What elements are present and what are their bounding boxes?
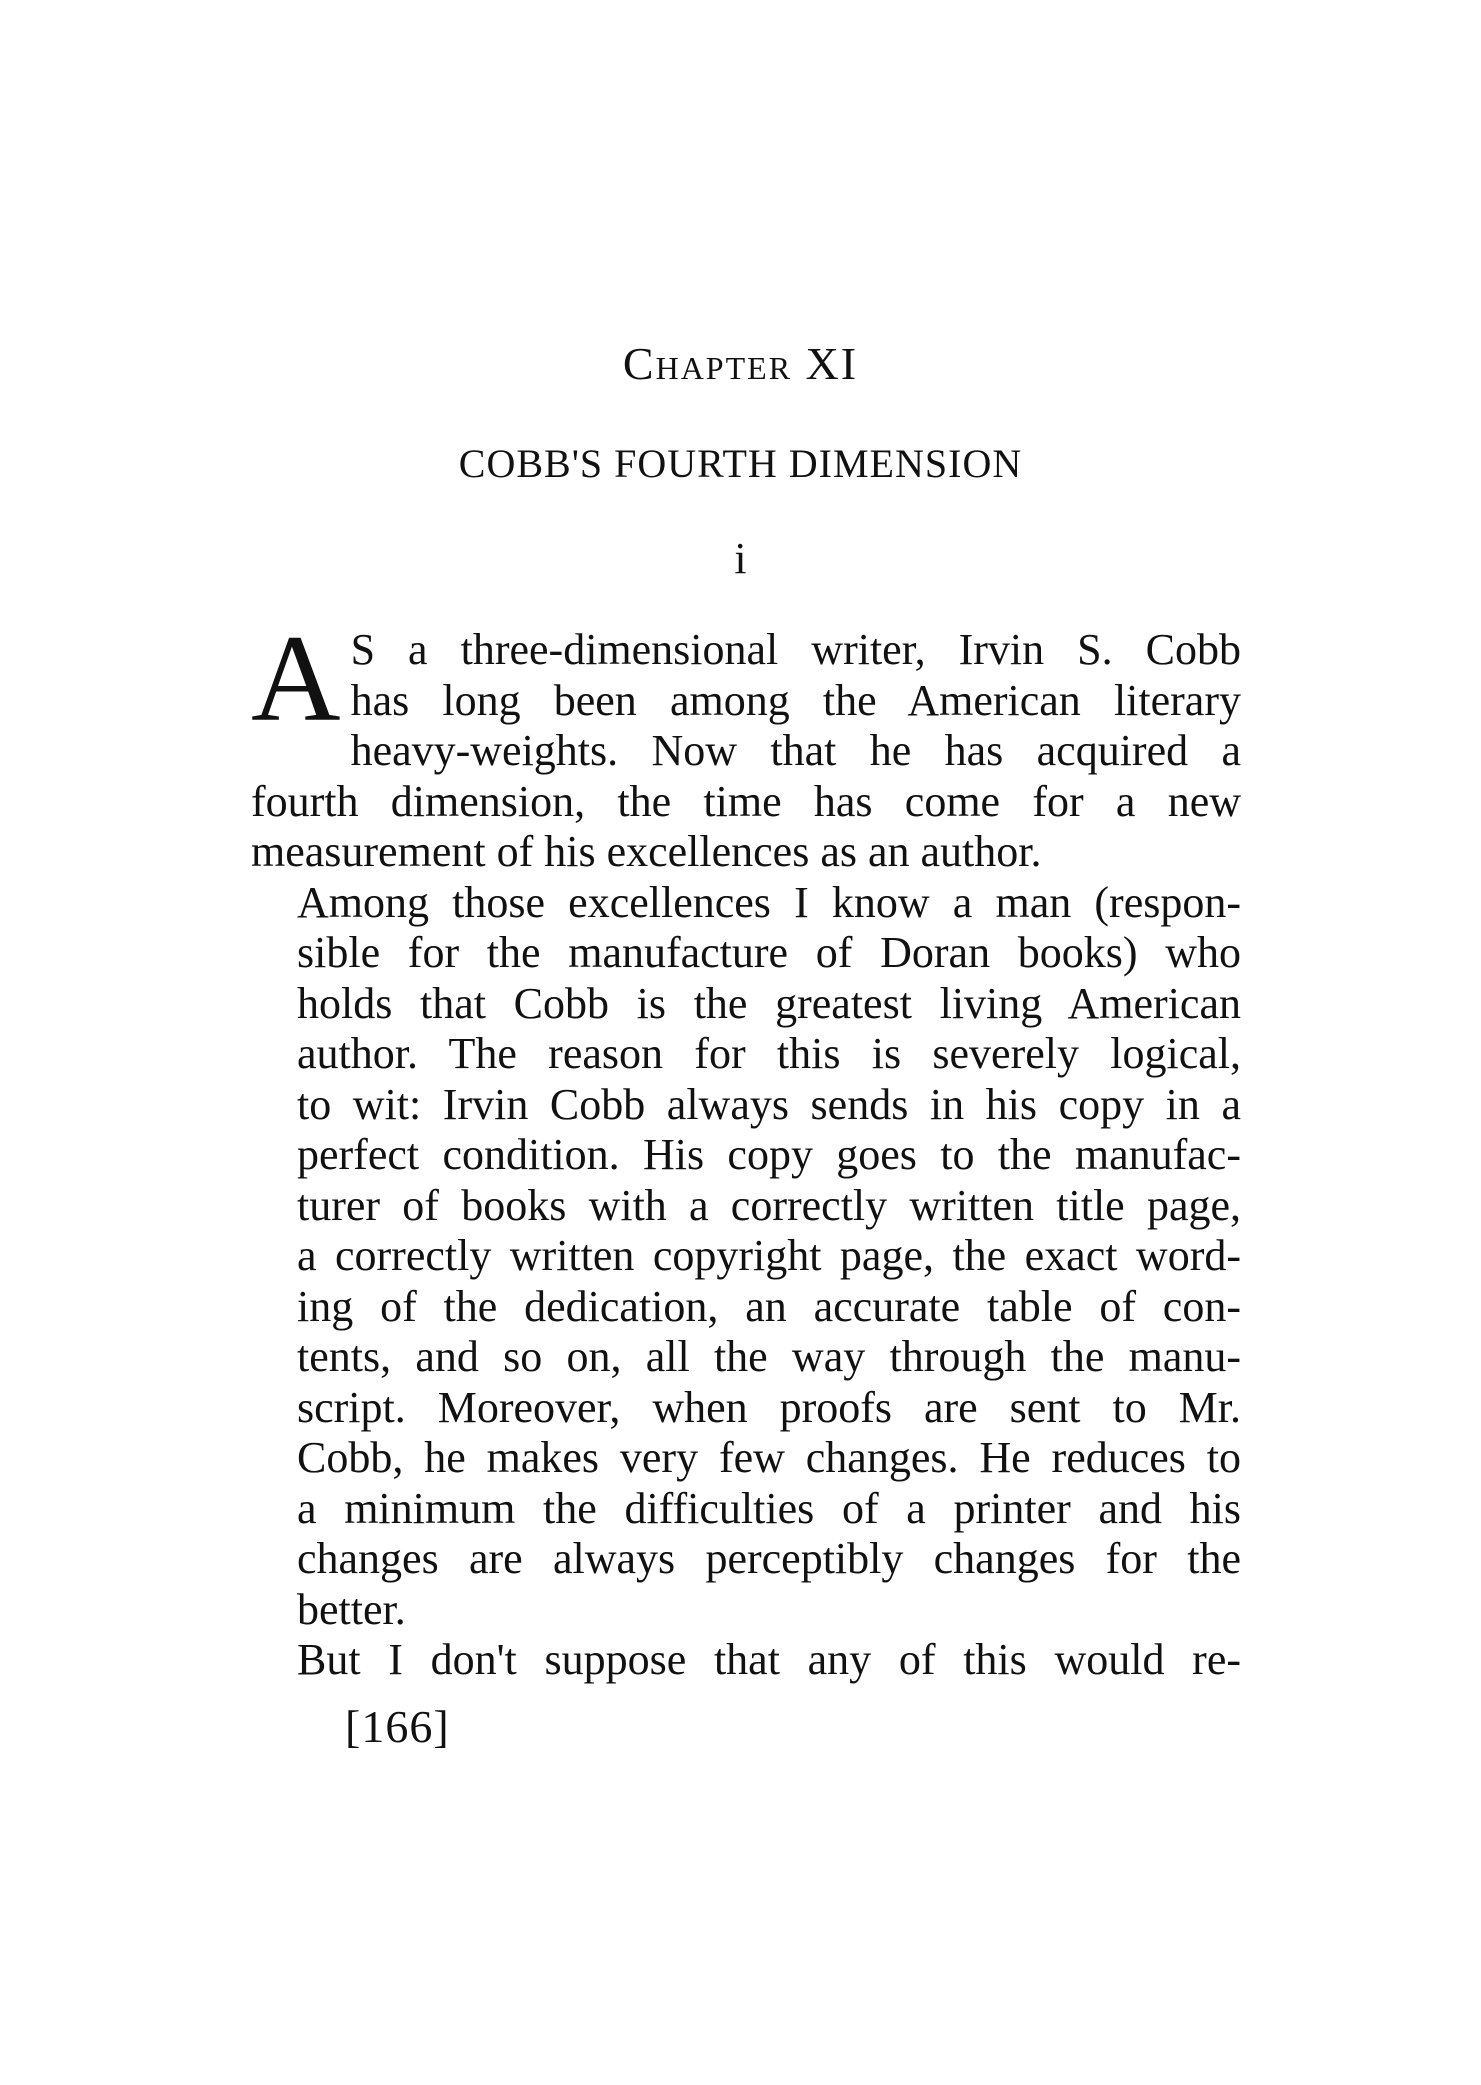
text-line: But I don't suppose that any of this would re-	[297, 1635, 1241, 1684]
text-line: a minimum the difficulties of a printer and his	[297, 1483, 1241, 1533]
text-line: a correctly written copyright page, the exact word-	[297, 1231, 1241, 1280]
text-line: author. The reason for this is severely logical,	[297, 1029, 1241, 1078]
paragraph-1	[251, 610, 1241, 878]
paragraph-2	[251, 878, 1241, 1636]
text-line: heavy-weights. Now that he has acquired a	[350, 726, 1241, 775]
text-line: holds that Cobb is the greatest living American	[297, 978, 1241, 1028]
chapter-title: COBB'S FOURTH DIMENSION	[458, 441, 1023, 486]
page-number: [166]	[345, 1701, 450, 1752]
body-text	[251, 610, 1241, 1686]
chapter-numeral: XI	[805, 338, 859, 389]
text-line: Cobb, he makes very few changes. He reduces to	[297, 1433, 1241, 1482]
text-line: fourth dimension, the time has come for a new	[251, 776, 1241, 826]
text-line: perfect condition. His copy goes to the manufac-	[297, 1130, 1241, 1179]
text-line: measurement of his excellences as an author.	[251, 827, 1042, 876]
text-line: to wit: Irvin Cobb always sends in his copy in a	[297, 1079, 1241, 1129]
section-number: i	[734, 534, 747, 583]
text-line: ing of the dedication, an accurate table of con-	[297, 1281, 1241, 1331]
text-line: script. Moreover, when proofs are sent to Mr.	[297, 1382, 1241, 1432]
text-line: changes are always perceptibly changes for the	[297, 1534, 1241, 1583]
text-line: S a three-dimensional writer, Irvin S. Cobb	[350, 625, 1241, 674]
drop-cap: A	[251, 610, 341, 747]
paragraph-3	[251, 1635, 1241, 1686]
text-line: Among those excellences I know a man (respon-	[297, 877, 1241, 927]
text-line: tents, and so on, all the way through the manu-	[297, 1332, 1241, 1381]
text-line: turer of books with a correctly written title page,	[297, 1180, 1241, 1230]
chapter-heading	[0, 337, 1481, 390]
text-line: has long been among the American literary	[350, 675, 1241, 725]
text-line: better.	[297, 1584, 406, 1634]
text-line: sible for the manufacture of Doran books) who	[297, 928, 1241, 977]
chapter-word: Chapter	[622, 338, 793, 389]
